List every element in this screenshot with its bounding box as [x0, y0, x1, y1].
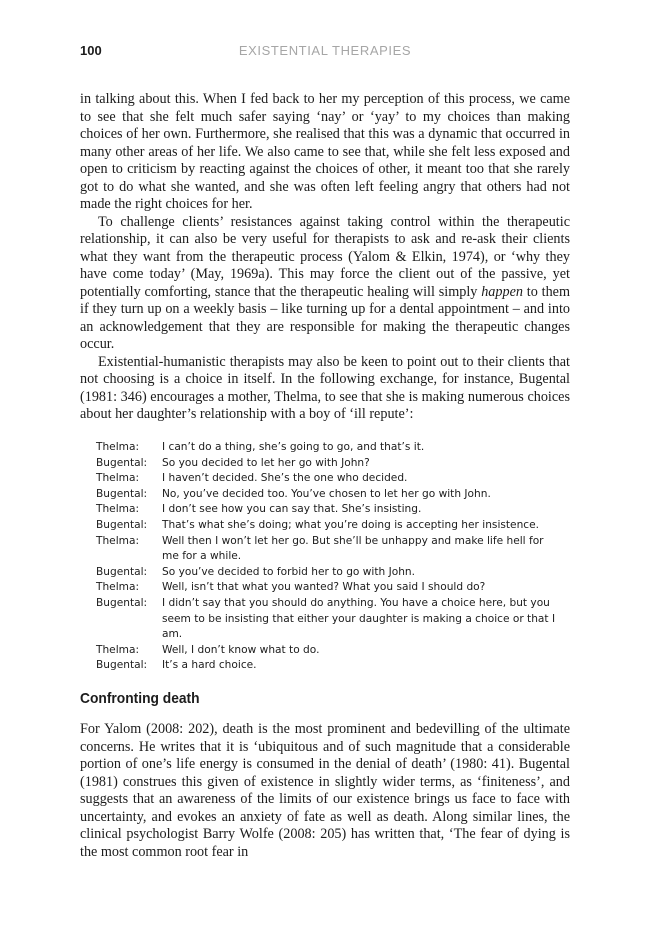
dialogue-line: I can’t do a thing, she’s going to go, and that’s it.: [162, 441, 425, 453]
dialogue-line: So you decided to let her go with John?: [162, 456, 370, 469]
dialogue-row: [96, 518, 570, 534]
speaker-label: Thelma:: [96, 503, 140, 516]
paragraph: For Yalom (2008: 202), death is the most prominent and bedevilling of the ultimate concerns. He writes that it is ‘ubiquitous and of such magnitude that a considerable portion of one’s life energy is consumed in the denial of death’ (1980: 41). Bugental (1981) construes this given of existence in slightly wider terms, as ‘finiteness’, and suggests that an awareness of the limits of our existence brings us face to face with uncertainty, and evokes an anxiety of fate as well as death. Along similar lines, the clinical psychologist Barry Wolfe (2008: 205) has written that, ‘The fear of dying is the most common root fear in: [80, 721, 570, 860]
emphasis-text: happen: [481, 283, 523, 300]
dialogue-line: I didn’t say that you should do anything. You have a choice here, but you seem to be insisting that either your daughter is making a choice or that I am.: [162, 596, 556, 641]
dialogue-line: Well, I don’t know what to do.: [162, 643, 320, 656]
page-header: [80, 43, 570, 63]
speaker-label: Thelma:: [96, 643, 140, 656]
dialogue-line: It’s a hard choice.: [162, 659, 257, 672]
dialogue-row: [96, 596, 570, 643]
body-text-top: [80, 91, 570, 424]
speaker-label: Bugental:: [96, 487, 148, 500]
speaker-label: Bugental:: [96, 659, 148, 672]
paragraph-text: in talking about this. When I fed back to her my perception of this process, we came to see that she felt much safer saying ‘nay’ or ‘yay’ to my choices than making choices of her own. Furthermore, she realised that this was a dynamic that occurred in many other areas of her life. We also came to see that, while she felt less exposed and open to criticism by reacting against the choices of other, it meant too that she rarely got to do what she wanted, and she was often left feeling angry that others had not made the right choices for her.: [80, 91, 570, 212]
dialogue-line: Well then I won’t let her go. But she’ll be unhappy and make life hell for me for a while.: [162, 534, 544, 563]
dialogue-row: [96, 440, 570, 456]
dialogue-row: [96, 534, 570, 565]
section-heading: Confronting death: [80, 690, 200, 707]
speaker-label: Bugental:: [96, 565, 148, 578]
paragraph: [80, 91, 570, 214]
dialogue-line: I haven’t decided. She’s the one who decided.: [162, 472, 408, 485]
paragraph: [80, 214, 570, 354]
dialogue-row: [96, 580, 570, 596]
speaker-label: Thelma:: [96, 581, 140, 594]
dialogue-line: I don’t see how you can say that. She’s insisting.: [162, 503, 422, 516]
speaker-label: Thelma:: [96, 534, 140, 547]
page-number: 100: [80, 43, 102, 58]
speaker-label: Thelma:: [96, 472, 140, 485]
dialogue-row: [96, 643, 570, 659]
dialogue-excerpt: [96, 440, 570, 674]
dialogue-row: [96, 471, 570, 487]
dialogue-line: That’s what she’s doing; what you’re doing is accepting her insistence.: [162, 518, 539, 531]
dialogue-row: [96, 456, 570, 472]
paragraph: [80, 354, 570, 424]
dialogue-row: [96, 487, 570, 503]
speaker-label: Bugental:: [96, 596, 148, 609]
dialogue-row: [96, 565, 570, 581]
paragraph-text: Existential-humanistic therapists may also be keen to point out to their clients that not choosing is a choice in itself. In the following exchange, for instance, Bugental (1981: 346) encourages a mother, Thelma, to see that she is making numerous choices about her daughter’s relationship with a boy of ‘ill repute’:: [80, 353, 570, 422]
speaker-label: Bugental:: [96, 518, 148, 531]
running-title: EXISTENTIAL THERAPIES: [238, 43, 412, 58]
dialogue-row: [96, 502, 570, 518]
body-text-bottom: [80, 721, 570, 861]
paragraph-text: to them if they turn up on a weekly basis – like turning up for a dental appointment – and into an acknowledgement that they are responsible for making the therapeutic changes occur.: [80, 283, 571, 352]
dialogue-line: So you’ve decided to forbid her to go with John.: [162, 565, 416, 578]
dialogue-line: Well, isn’t that what you wanted? What you said I should do?: [162, 581, 486, 594]
speaker-label: Thelma:: [96, 441, 140, 453]
speaker-label: Bugental:: [96, 456, 148, 469]
dialogue-line: No, you’ve decided too. You’ve chosen to let her go with John.: [162, 487, 491, 500]
paragraph-text: To challenge clients’ resistances against taking control within the therapeutic relationship, it can also be very useful for therapists to ask and re-ask their clients what they want from the therapeutic process (Yalom & Elkin, 1974), or ‘why they have come today’ (May, 1969a). This may force the client out of the passive, yet potentially comforting, stance that the therapeutic healing will simply: [80, 213, 570, 300]
dialogue-row: [96, 658, 570, 674]
